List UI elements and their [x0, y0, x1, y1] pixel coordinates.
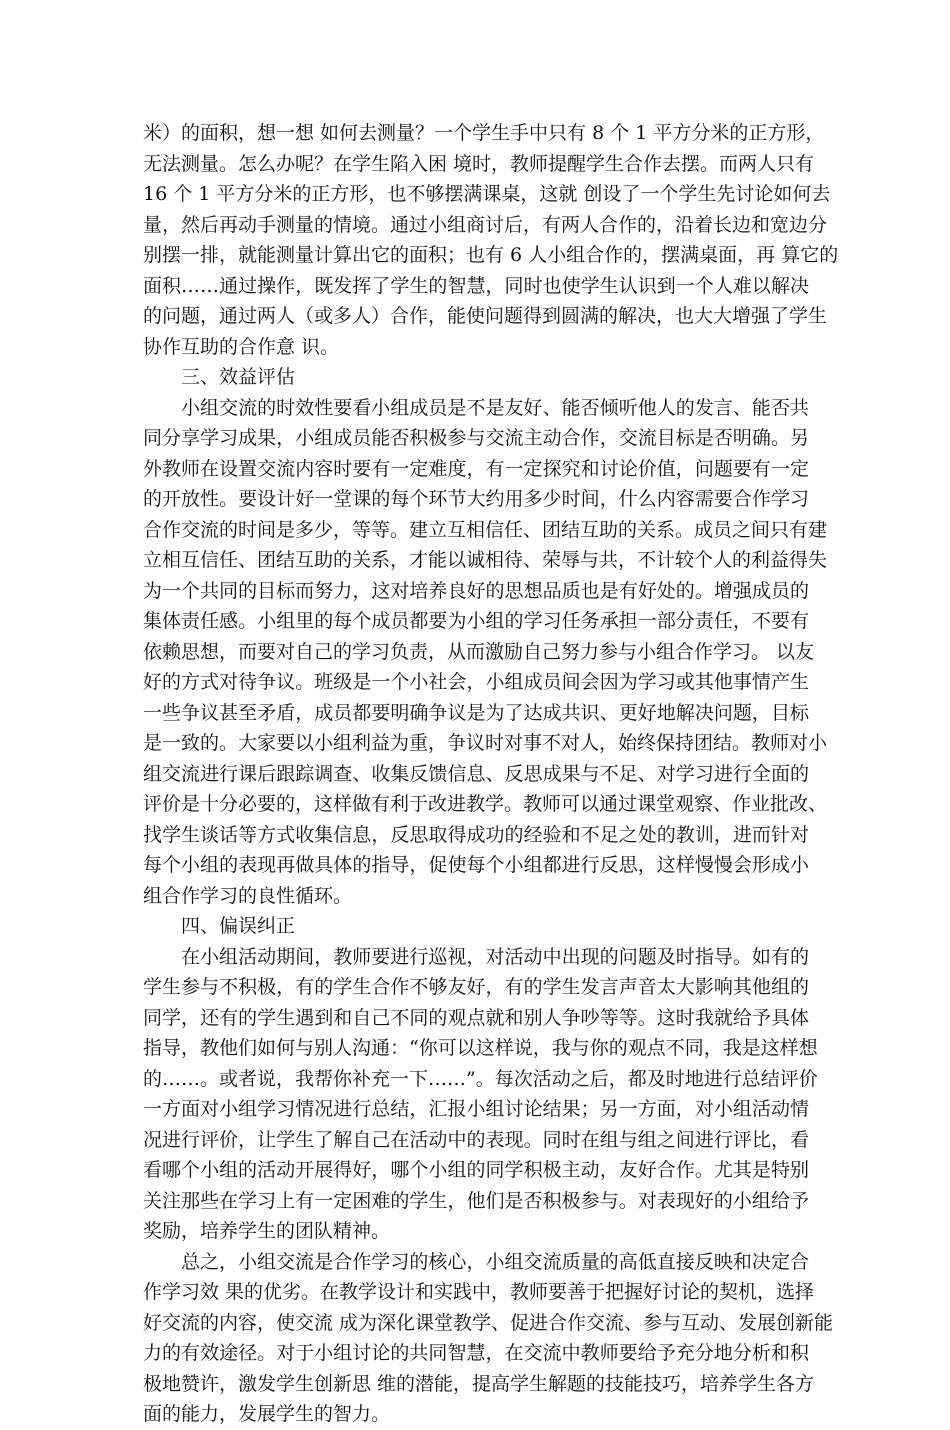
paragraph-error-correction — [143, 942, 818, 1247]
section-heading-error-correction: 四、偏误纠正 — [181, 915, 296, 937]
text-line: 小组交流的时效性要看小组成员是不是友好、能否倾听他人的发言、能否共 — [181, 396, 809, 419]
text-line: 集体责任感。小组里的每个成员都要为小组的学习任务承担一部分责任，不要有 — [143, 610, 809, 632]
text-line: 找学生谈话等方式收集信息，反思取得成功的经验和不足之处的教训，进而针对 — [143, 823, 809, 846]
text-line: 是一致的。大家要以小组利益为重，争议时对事不对人，始终保持团结。教师对小 — [143, 732, 828, 754]
text-line: 协作互助的合作意 识。 — [143, 335, 340, 358]
text-line: 作学习效 果的优劣。在教学设计和实践中，教师要善于把握好讨论的契机，选择 — [143, 1281, 815, 1303]
text-line: 16 个 1 平方分米的正方形，也不够摆满课桌，这就 创设了一个学生先讨论如何去 — [143, 183, 831, 205]
text-line: 关注那些在学习上有一定困难的学生，他们是否积极参与。对表现好的小组给予 — [143, 1189, 809, 1212]
section-heading-benefit-evaluation: 三、效益评估 — [181, 366, 296, 388]
text-line: 极地赞许，激发学生创新思 维的潜能，提高学生解题的技能技巧，培养学生各方 — [143, 1372, 815, 1395]
text-line: 面的能力，发展学生的智力。 — [143, 1403, 391, 1425]
text-line: 的……。或者说，我帮你补充一下……”。每次活动之后，都及时地进行总结评价 — [143, 1067, 818, 1090]
text-line: 量，然后再动手测量的情境。通过小组商讨后，有两人合作的，沿着长边和宽边分 — [143, 213, 828, 236]
text-line: 看哪个小组的活动开展得好，哪个小组的同学积极主动，友好合作。尤其是特别 — [143, 1159, 809, 1181]
text-line: 的开放性。要设计好一堂课的每个环节大约用多少时间，什么内容需要合作学习 — [143, 488, 809, 510]
text-line: 好的方式对待争议。班级是一个小社会，小组成员间会因为学习或其他事情产生 — [143, 671, 809, 693]
text-line: 米）的面积，想一想 如何去测量？一个学生手中只有 8 个 1 平方分米的正方形， — [143, 122, 825, 144]
text-line: 评价是十分必要的，这样做有利于改进教学。教师可以通过课堂观察、作业批改、 — [143, 793, 828, 815]
paragraph-conclusion — [143, 1247, 834, 1430]
text-line: 为一个共同的目标而努力，这对培养良好的思想品质也是有好处的。增强成员的 — [143, 579, 809, 602]
text-line: 立相互信任、团结互助的关系，才能以诚相待、荣辱与共，不计较个人的利益得失 — [143, 549, 828, 571]
document-page — [143, 118, 839, 1430]
text-line: 学生参与不积极，有的学生合作不够友好，有的学生发言声音太大影响其他组的 — [143, 976, 809, 998]
text-line: 的问题，通过两人（或多人）合作，能使问题得到圆满的解决，也大大增强了学生 — [143, 305, 828, 327]
text-line: 好交流的内容，使交流 成为深化课堂教学、促进合作交流、参与互动、发展创新能 — [143, 1311, 834, 1334]
text-line: 一方面对小组学习情况进行总结，汇报小组讨论结果；另一方面，对小组活动情 — [143, 1098, 809, 1120]
text-line: 一些争议甚至矛盾，成员都要明确争议是为了达成共识、更好地解决问题，目标 — [143, 701, 809, 724]
text-line: 外教师在设置交流内容时要有一定难度，有一定探究和讨论价值，问题要有一定 — [143, 457, 809, 480]
text-line: 力的有效途径。对于小组讨论的共同智慧，在交流中教师要给予充分地分析和积 — [143, 1342, 809, 1364]
text-line: 无法测量。怎么办呢？在学生陷入困 境时，教师提醒学生合作去摆。而两人只有 — [143, 152, 815, 175]
text-line: 依赖思想，而要对自己的学习负责，从而激励自己努力参与小组合作学习。 以友 — [143, 640, 815, 663]
text-line: 同分享学习成果，小组成员能否积极参与交流主动合作，交流目标是否明确。另 — [143, 427, 809, 449]
text-line: 况进行评价，让学生了解自己在活动中的表现。同时在组与组之间进行评比，看 — [143, 1128, 809, 1151]
text-line: 别摆一排，就能测量计算出它的面积；也有 6 人小组合作的，摆满桌面，再 算它的 — [143, 244, 839, 266]
text-line: 奖励，培养学生的团队精神。 — [143, 1220, 391, 1242]
paragraph-benefit-evaluation — [143, 393, 828, 912]
text-line: 指导，教他们如何与别人沟通：“你可以这样说，我与你的观点不同，我是这样想 — [143, 1037, 818, 1059]
text-line: 面积……通过操作，既发挥了学生的智慧，同时也使学生认识到一个人难以解决 — [143, 274, 809, 297]
text-line: 同学，还有的学生遇到和自己不同的观点就和别人争吵等等。这时我就给予具体 — [143, 1006, 809, 1029]
text-line: 在小组活动期间，教师要进行巡视，对活动中出现的问题及时指导。如有的 — [181, 945, 809, 968]
text-line: 合作交流的时间是多少，等等。建立互相信任、团结互助的关系。成员之间只有建 — [143, 518, 828, 541]
paragraph-intro-continued — [143, 118, 839, 362]
text-line: 每个小组的表现再做具体的指导，促使每个小组都进行反思，这样慢慢会形成小 — [143, 854, 809, 876]
text-line: 组合作学习的良性循环。 — [143, 884, 353, 907]
text-line: 总之，小组交流是合作学习的核心，小组交流质量的高低直接反映和决定合 — [181, 1250, 809, 1273]
text-line: 组交流进行课后跟踪调查、收集反馈信息、反思成果与不足、对学习进行全面的 — [143, 762, 809, 785]
